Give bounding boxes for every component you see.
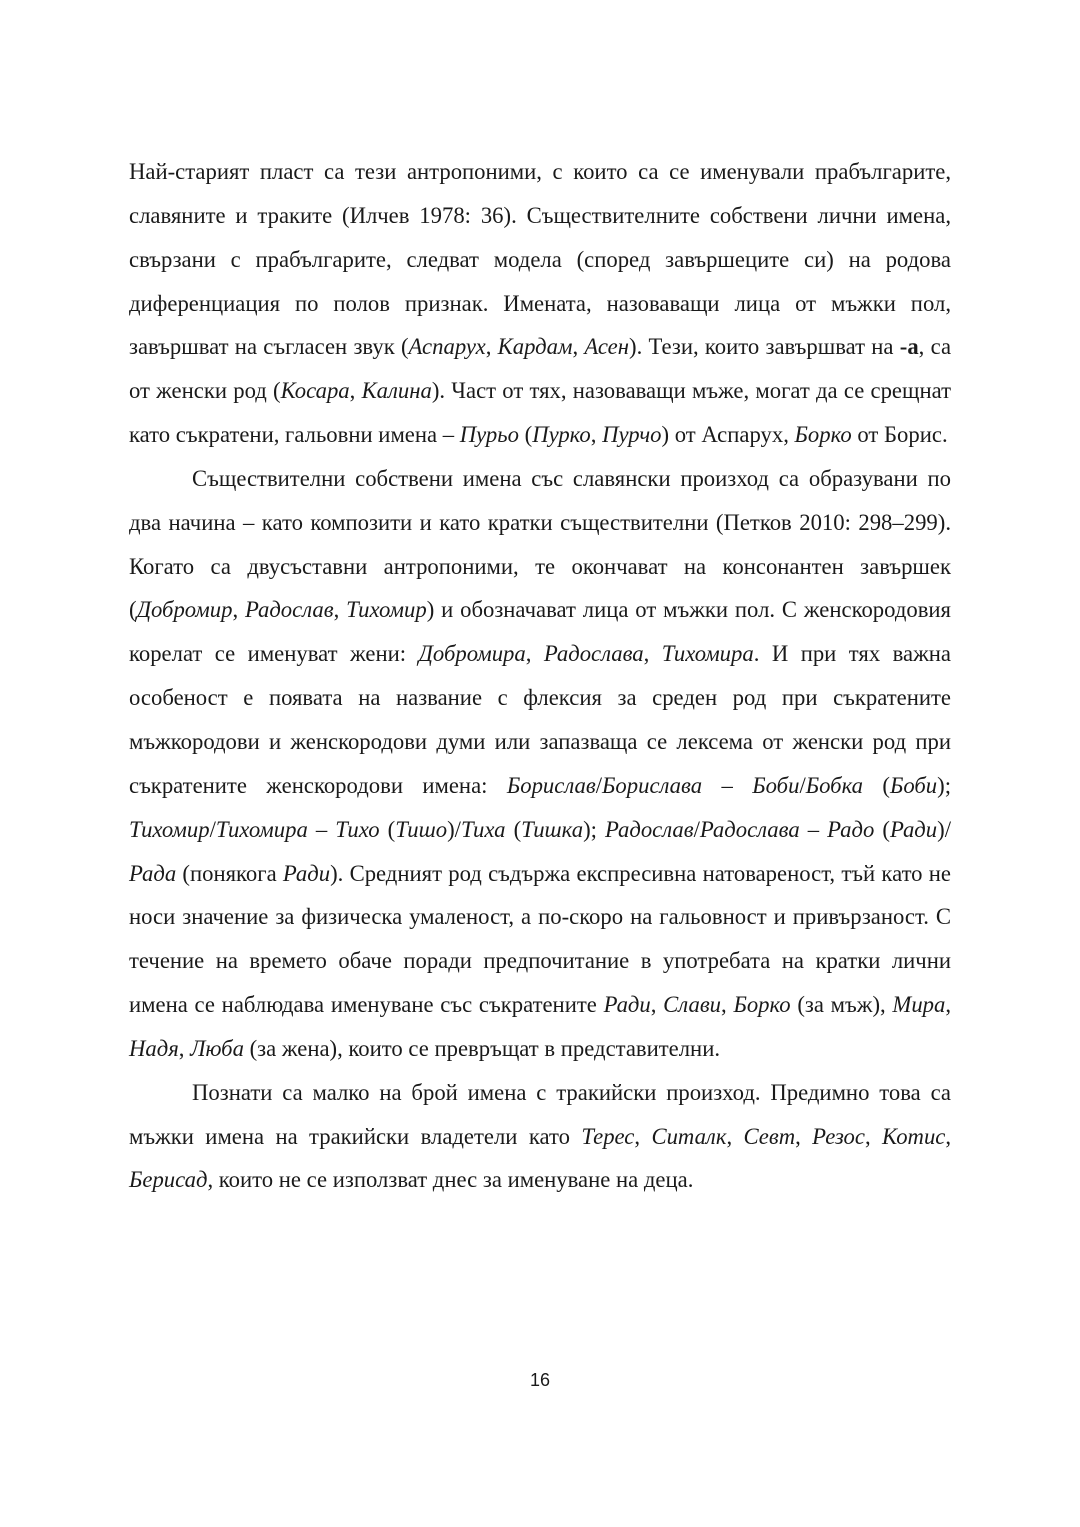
italic-name: Ради (603, 992, 651, 1018)
italic-name: Надя (129, 1035, 179, 1061)
paragraph (129, 1071, 951, 1203)
text-run: , (485, 334, 498, 360)
italic-name: Кардам (497, 334, 573, 360)
italic-name: Тихомир (129, 816, 210, 842)
italic-name: Пурко (532, 422, 591, 448)
text-run: ( (518, 422, 533, 448)
bold-suffix: -а (899, 334, 919, 360)
text-run: , (721, 992, 734, 1018)
italic-name: Боби (889, 772, 938, 798)
text-run: , (864, 1123, 883, 1149)
text-run: , (572, 334, 585, 360)
text-run: )/ (937, 816, 951, 842)
italic-name: Радослава (543, 641, 644, 667)
italic-name: Ради (889, 816, 938, 842)
text-run: – (307, 816, 336, 842)
text-run: . И при тях важна особеност е появата на название с флексия за среден род при съкратените мъжкородови и женскородови думи или запазваща се лексема от женски род при съкратените женскородови имена: (129, 641, 952, 798)
text-run: ( (379, 816, 396, 842)
text-run: / (799, 772, 806, 798)
text-run: Най-старият пласт са тези антропоними, с които са се именували прабългарите, славяните и траките (Илчев 1978: 36). Съществителните собствени лични имена, свързани с прабългарите, следват модела (според завършеците си) на родова диференциация по полов признак. Имената, назоваващи лица от мъжки пол, завършват на съгласен звук ( (129, 159, 951, 360)
text-run: (за мъж), (790, 992, 893, 1018)
italic-name: Асен (584, 334, 630, 360)
italic-name: Пурьо (459, 422, 519, 448)
italic-name: Радослав (244, 597, 334, 623)
text-run: от Борис. (851, 422, 948, 448)
text-run: ( (874, 816, 890, 842)
italic-name: Тишо (395, 816, 448, 842)
text-run: , (634, 1123, 652, 1149)
text-run: (за жена), които се превръщат в представителни. (243, 1035, 721, 1061)
italic-name: Тихомир (346, 597, 427, 623)
italic-name: Севт (743, 1123, 796, 1149)
text-run: , (525, 641, 544, 667)
text-run: Съществителни собствени имена със славянски произход са образувани по два начина – като композити и като кратки съществителни (Петков 2010: 298–299). Когато са двусъставни антропоними, те окончават на консонантен завършек ( (129, 465, 951, 623)
italic-name: Бобка (805, 772, 863, 798)
text-run: , (945, 992, 952, 1018)
text-run: , (333, 597, 347, 623)
paragraph (129, 150, 951, 457)
italic-name: Тиха (460, 816, 506, 842)
italic-name: Берисад (129, 1167, 208, 1193)
text-run: / (209, 816, 216, 842)
italic-name: Борко (733, 992, 791, 1018)
text-run: – (799, 816, 828, 842)
paragraph (129, 457, 951, 1071)
italic-name: Тихомира (661, 641, 754, 667)
text-run: , (726, 1123, 744, 1149)
text-run: , (795, 1123, 813, 1149)
italic-name: Радослава (699, 816, 800, 842)
text-run: , (650, 992, 664, 1018)
italic-name: Боби (752, 772, 800, 798)
italic-name: Борислава (602, 772, 703, 798)
text-run: , (232, 597, 245, 623)
italic-name: Борко (794, 422, 852, 448)
italic-name: Калина (361, 378, 432, 404)
text-run: ) от Аспарух, (661, 422, 795, 448)
italic-name: Тихо (335, 816, 380, 842)
text-run: ( (505, 816, 522, 842)
text-run: ). Част от тях, назоваващи мъже, могат да се срещнат като съкратени, гальовни имена – (129, 378, 951, 448)
text-run: (понякога (176, 860, 283, 886)
italic-name: Ситалк (651, 1123, 727, 1149)
text-run: ) и обозначават лица от мъжки пол. С женскородовия корелат се именуват жени: (129, 597, 951, 667)
text-run: ( (862, 772, 890, 798)
italic-name: Тишка (521, 816, 584, 842)
italic-name: Котис (882, 1123, 946, 1149)
text-run: ). Средният род съдържа експресивна натовареност, тъй като не носи значение за физическа умаленост, а по-скоро на гальовност и привързаност. С течение на времето обаче поради предпочитание в употребата на кратки лични имена се наблюдава именуване със съкратените (129, 860, 951, 1018)
text-run: , са от женски род ( (129, 334, 952, 404)
italic-name: Аспарух (408, 334, 486, 360)
text-run: , (945, 1123, 952, 1149)
italic-name: Люба (190, 1035, 244, 1061)
italic-name: Терес (581, 1123, 635, 1149)
italic-name: Мира (892, 992, 946, 1018)
text-run: Познати са малко на брой имена с тракийски произход. Предимно това са мъжки имена на тракийски владетели като (129, 1079, 951, 1149)
italic-name: Тихомира (215, 816, 308, 842)
text-run: / (693, 816, 700, 842)
italic-name: Пурчо (602, 422, 662, 448)
italic-name: Борислав (506, 772, 596, 798)
text-run: , (349, 378, 362, 404)
italic-name: Ради (282, 860, 331, 886)
italic-name: Радо (827, 816, 875, 842)
text-run: ); (583, 816, 605, 842)
italic-name: Косара (280, 378, 350, 404)
body-text (129, 150, 951, 1202)
text-run: / (595, 772, 603, 798)
text-run: , (643, 641, 662, 667)
text-run: , (178, 1035, 191, 1061)
text-run: – (702, 772, 753, 798)
italic-name: Добромир (136, 597, 233, 623)
italic-name: Радослав (605, 816, 694, 842)
text-run: , които не се използват днес за именуване на деца. (207, 1167, 694, 1193)
text-run: ). Тези, които завършват на (629, 334, 900, 360)
text-run: , (590, 422, 603, 448)
italic-name: Рада (129, 860, 177, 886)
text-run: ); (937, 772, 951, 798)
italic-name: Резос (812, 1123, 865, 1149)
page-number: 16 (529, 1370, 551, 1390)
italic-name: Добромира (418, 641, 526, 667)
text-run: )/ (447, 816, 461, 842)
italic-name: Слави (663, 992, 722, 1018)
